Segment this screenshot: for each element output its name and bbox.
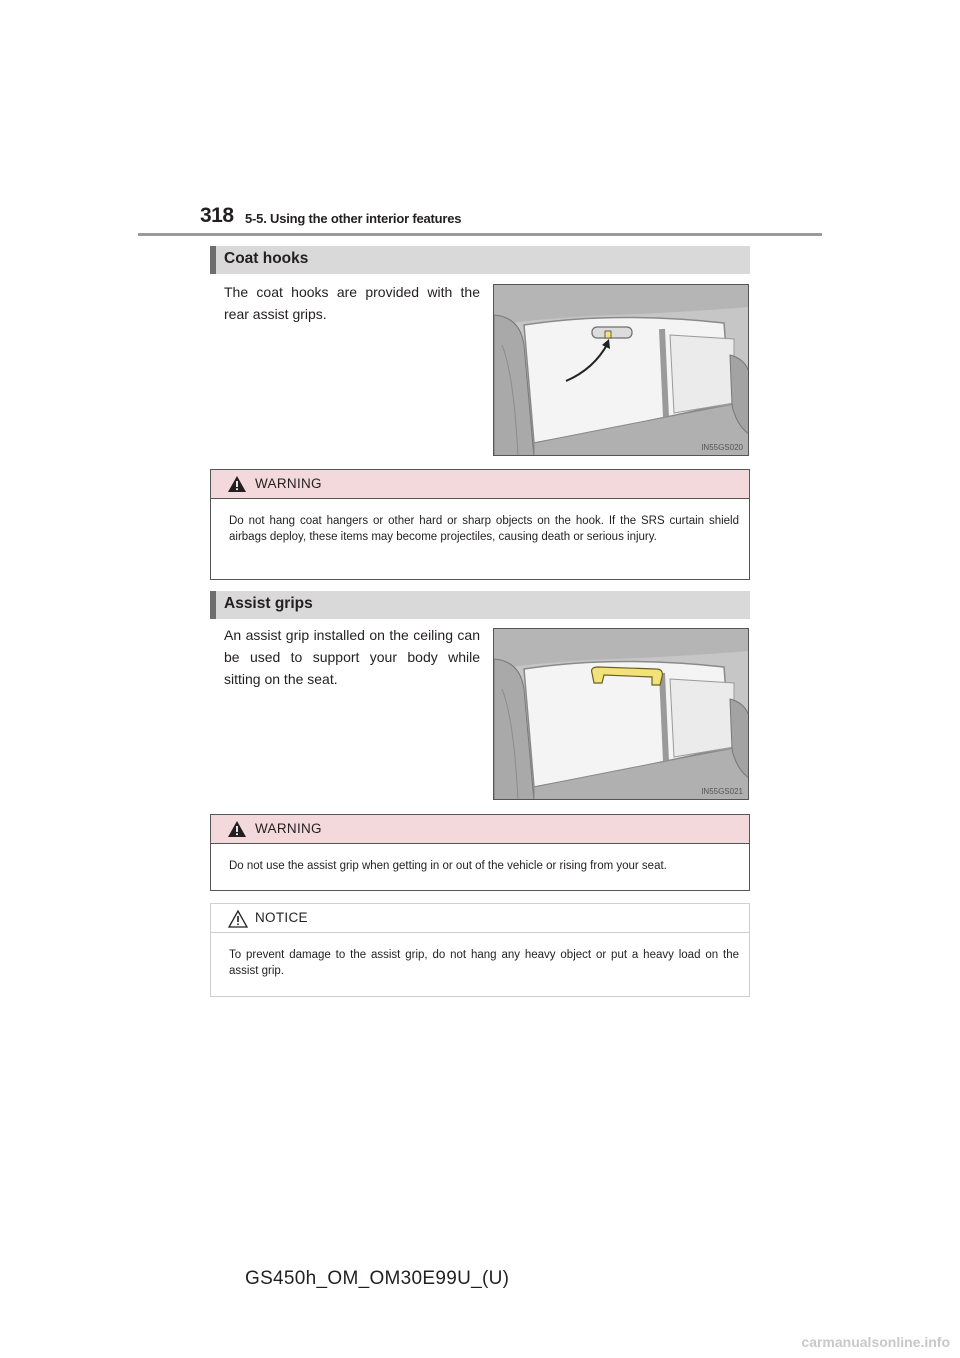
car-interior-drawing <box>494 285 749 456</box>
warning-box-coat-hooks <box>210 469 750 580</box>
section-heading-coat-hooks <box>210 246 750 274</box>
page-number: 318 <box>200 204 234 227</box>
figure-code: IN55GS021 <box>701 787 743 796</box>
document-code: GS450h_OM_OM30E99U_(U) <box>245 1268 510 1289</box>
figure-code: IN55GS020 <box>701 443 743 452</box>
notice-label: NOTICE <box>255 910 308 925</box>
car-interior-drawing <box>494 629 749 800</box>
section-title: Assist grips <box>224 595 313 612</box>
section-heading-assist-grips <box>210 591 750 619</box>
coat-hook-illustration <box>493 284 749 456</box>
assist-grips-description: An assist grip installed on the ceiling can be used to support your body while sitting on the seat. <box>224 627 480 687</box>
warning-text: Do not use the assist grip when getting in or out of the vehicle or rising from your seat. <box>229 860 667 872</box>
warning-triangle-icon <box>228 821 246 837</box>
caution-triangle-icon <box>228 910 248 928</box>
notice-header <box>211 904 749 933</box>
coat-hooks-description: The coat hooks are provided with the rear assist grips. <box>224 284 480 322</box>
assist-grip-illustration <box>493 628 749 800</box>
notice-text: To prevent damage to the assist grip, do not hang any heavy object or put a heavy load on the assist grip. <box>229 949 739 977</box>
watermark: carmanualsonline.info <box>801 1334 950 1350</box>
header-rule <box>138 233 822 236</box>
warning-label: WARNING <box>255 476 322 491</box>
warning-header <box>211 815 749 844</box>
warning-header <box>211 470 749 499</box>
chapter-title: 5-5. Using the other interior features <box>245 211 462 226</box>
warning-box-assist-grips <box>210 814 750 891</box>
warning-triangle-icon <box>228 476 246 492</box>
notice-box <box>210 903 750 997</box>
section-title: Coat hooks <box>224 250 309 267</box>
warning-label: WARNING <box>255 821 322 836</box>
warning-text: Do not hang coat hangers or other hard or sharp objects on the hook. If the SRS curtain shield airbags deploy, these items may become projectiles, causing death or serious injury. <box>229 515 739 543</box>
